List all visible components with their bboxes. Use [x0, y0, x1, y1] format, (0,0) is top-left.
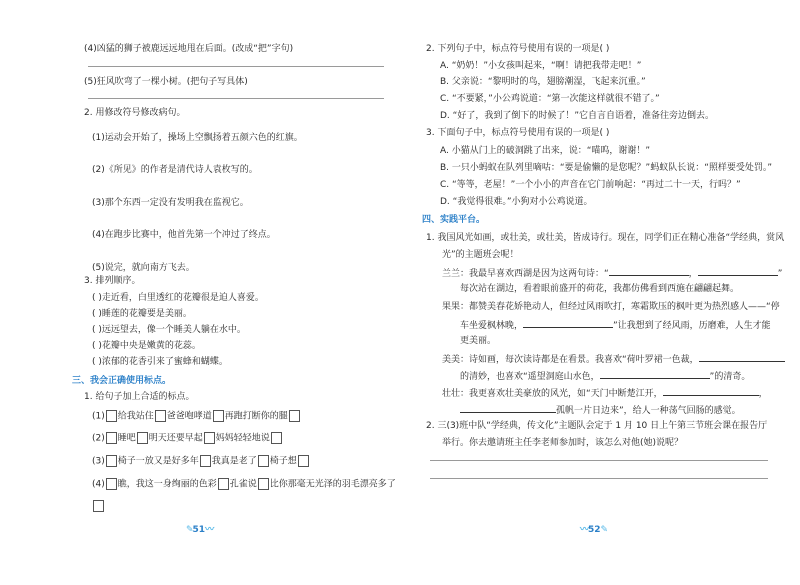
row-number: (4) [92, 479, 105, 490]
question-3-title: 3. 排列顺序。 [84, 276, 141, 286]
option-d: D. “好了，我到了倒下的时候了！”它自言自语着，准备往旁边倒去。 [440, 111, 714, 121]
question-2-title: 2. 用修改符号修改病句。 [84, 108, 186, 118]
row-text: 爸爸咆哮道 [166, 411, 212, 422]
section-3-title: 三、我会正确使用标点。 [72, 376, 172, 386]
right-page [400, 0, 800, 585]
option-c: C. “等等，老屋！”一个小小的声音在它门前响起：“再过二十一天，行吗？” [440, 180, 741, 190]
lanlan-line1: 兰兰：我最早喜欢西湖是因为这两句诗：“ ， ” [442, 266, 782, 280]
punct-box[interactable] [271, 432, 282, 444]
row-text: 再跑打断你的腿 [224, 411, 288, 422]
punct-box[interactable] [93, 500, 104, 512]
practice-q1-line1: 1. 我国风光如画，或壮美，或壮美，皆成诗行。现在，同学们正在精心准备“学经典，赏风 [426, 233, 785, 243]
pencil-icon: ✎ [186, 525, 193, 535]
row-text: 给我站住 [117, 411, 154, 422]
order-item-2: ( )睡莲的花瓣要是美丽。 [92, 309, 192, 319]
punct-box[interactable] [258, 478, 269, 490]
order-item-1: ( )走近看，白里透红的花瓣很是迫人喜爱。 [92, 293, 264, 303]
fill-blank[interactable] [460, 403, 556, 413]
answer-line[interactable] [430, 478, 768, 479]
fill-blank[interactable] [699, 352, 785, 362]
question-2-title: 2. 下列句子中，标点符号使用有误的一项是( ) [426, 44, 610, 54]
meimei-line1: 美美：诗如画，每次读诗都是在看景。我喜欢“荷叶罗裙一色裁， [442, 352, 785, 366]
fill-blank[interactable] [600, 369, 710, 379]
punct-box[interactable] [289, 410, 300, 422]
lanlan-line2: 每次站在湖边，看着眼前盛开的荷花，我都仿佛看到西施在翩翩起舞。 [460, 284, 740, 294]
row-text: 孔雀说 [229, 479, 257, 490]
punct-row-4 [92, 478, 396, 491]
punct-box[interactable] [106, 410, 117, 422]
row-text: 椅子想 [269, 456, 297, 467]
sentence-2: (2)《所见》的作者是清代诗人袁枚写的。 [92, 165, 258, 175]
guoguo-line3: 更美丽。 [460, 336, 497, 346]
fill-blank[interactable] [663, 386, 759, 396]
punct-box[interactable] [204, 432, 215, 444]
row-text: 妈妈轻轻地说 [215, 433, 270, 444]
option-b: B. 父亲说：“黎明时的鸟，翅膀潮湿，飞起来沉重。” [440, 77, 646, 87]
answer-line[interactable] [88, 98, 384, 99]
punct-box[interactable] [258, 455, 269, 467]
row-text: 我真是老了 [211, 456, 257, 467]
page-number-right [580, 524, 607, 536]
practice-q2-line2: 举行。你去邀请班主任李老师参加时，该怎么对他(她)说呢？ [442, 438, 684, 448]
punct-box[interactable] [213, 410, 224, 422]
page-number-text: 51 [192, 525, 206, 535]
punct-row-1 [92, 410, 301, 423]
row-text: 睡吧 [117, 433, 136, 444]
pencil-icon: ✎ [600, 525, 608, 535]
row-text: 比你那毫无光泽的羽毛漂亮多了 [269, 479, 396, 490]
answer-line[interactable] [88, 66, 384, 67]
page-number-left [186, 524, 213, 536]
wave-decoration-icon: 〰 [580, 525, 589, 535]
punct-box[interactable] [106, 478, 117, 490]
row-number: (1) [92, 411, 105, 422]
row-text: 椅子一放又是好多年 [117, 456, 199, 467]
punct-question-title: 1. 给句子加上合适的标点。 [84, 392, 195, 402]
practice-q1-line2: 光”的主题班会呢！ [442, 250, 519, 260]
sentence-5: (5)说完，就向南方飞去。 [92, 263, 195, 273]
order-item-3: ( )远远望去，像一个睡美人躺在水中。 [92, 325, 246, 335]
punct-row-2 [92, 432, 283, 445]
order-item-5: ( )浓郁的花香引来了蜜蜂和蝴蝶。 [92, 357, 228, 367]
zhuangzhuang-line2: 孤帆一片日边来”，给人一种荡气回肠的感觉。 [460, 403, 741, 417]
answer-line[interactable] [430, 460, 768, 461]
option-a: A. 小猫从门上的破洞跳了出来，说：“喵呜，谢谢！” [440, 146, 651, 156]
guoguo-line2: 车坐爱枫林晚， ”让我想到了经风雨，历磨难，人生才能 [460, 318, 771, 332]
row-number: (3) [92, 456, 105, 467]
page-number-text: 52 [588, 525, 601, 535]
punct-box[interactable] [218, 478, 229, 490]
meimei-line2: 的清妙，也喜欢“遥望洞庭山水色， ”的清奇。 [460, 369, 750, 383]
fill-blank[interactable] [609, 266, 689, 276]
practice-q2-line1: 2. 三(3)班中队“学经典，传文化”主题队会定于 1 月 10 日上午第三节班会课在报告厅 [426, 421, 768, 431]
punct-box[interactable] [106, 455, 117, 467]
fill-blank[interactable] [698, 266, 778, 276]
section-4-title: 四、实践平台。 [422, 215, 486, 225]
sentence-3: (3)那个东西一定没有发明我在监视它。 [92, 198, 249, 208]
row-number: (2) [92, 433, 105, 444]
punct-box[interactable] [298, 455, 309, 467]
guoguo-line1: 果果：都赞美春花娇艳动人，但经过风雨吹打，寒霜欺压的枫叶更为热烈感人——“停 [442, 302, 780, 312]
question-4: (4)凶猛的狮子被鹿远远地甩在后面。(改成“把”字句) [84, 44, 294, 54]
punct-box[interactable] [200, 455, 211, 467]
punct-row-4-continued [92, 500, 105, 513]
punct-box[interactable] [106, 432, 117, 444]
row-text: 瞧，我这一身绚丽的色彩 [117, 479, 217, 490]
speaker-text: 兰兰：我最早喜欢西湖是因为这两句诗：“ [442, 269, 609, 279]
option-b: B. 一只小蚂蚁在队列里嘀咕：“要是偷懒的是您呢？”蚂蚁队长说：“照样要受处罚。” [440, 163, 773, 173]
option-c: C. “不要紧，”小公鸡说道：“第一次能这样就很不错了。” [440, 94, 660, 104]
question-5: (5)狂风吹弯了一棵小树。(把句子写具体) [84, 77, 248, 87]
punct-row-3 [92, 455, 310, 468]
option-d: D. “我觉得很难。”小狗对小公鸡说道。 [440, 197, 593, 207]
punct-box[interactable] [155, 410, 166, 422]
row-text: 明天还要早起 [148, 433, 203, 444]
zhuangzhuang-line1: 壮壮：我更喜欢壮美豪放的风光，如“天门中断楚江开， ， [442, 386, 768, 400]
fill-blank[interactable] [523, 318, 613, 328]
sentence-4: (4)在跑步比赛中，他首先第一个冲过了终点。 [92, 230, 276, 240]
wave-decoration-icon: 〰 [205, 525, 214, 535]
option-a: A. “奶奶！”小女孩叫起来，“啊！请把我带走吧！” [440, 61, 642, 71]
punct-box[interactable] [137, 432, 148, 444]
order-item-4: ( )花瓣中央是嫩黄的花蕊。 [92, 341, 201, 351]
sentence-1: (1)运动会开始了，操场上空飘扬着五颜六色的红旗。 [92, 133, 303, 143]
question-3-title: 3. 下面句子中，标点符号使用有误的一项是( ) [426, 128, 610, 138]
